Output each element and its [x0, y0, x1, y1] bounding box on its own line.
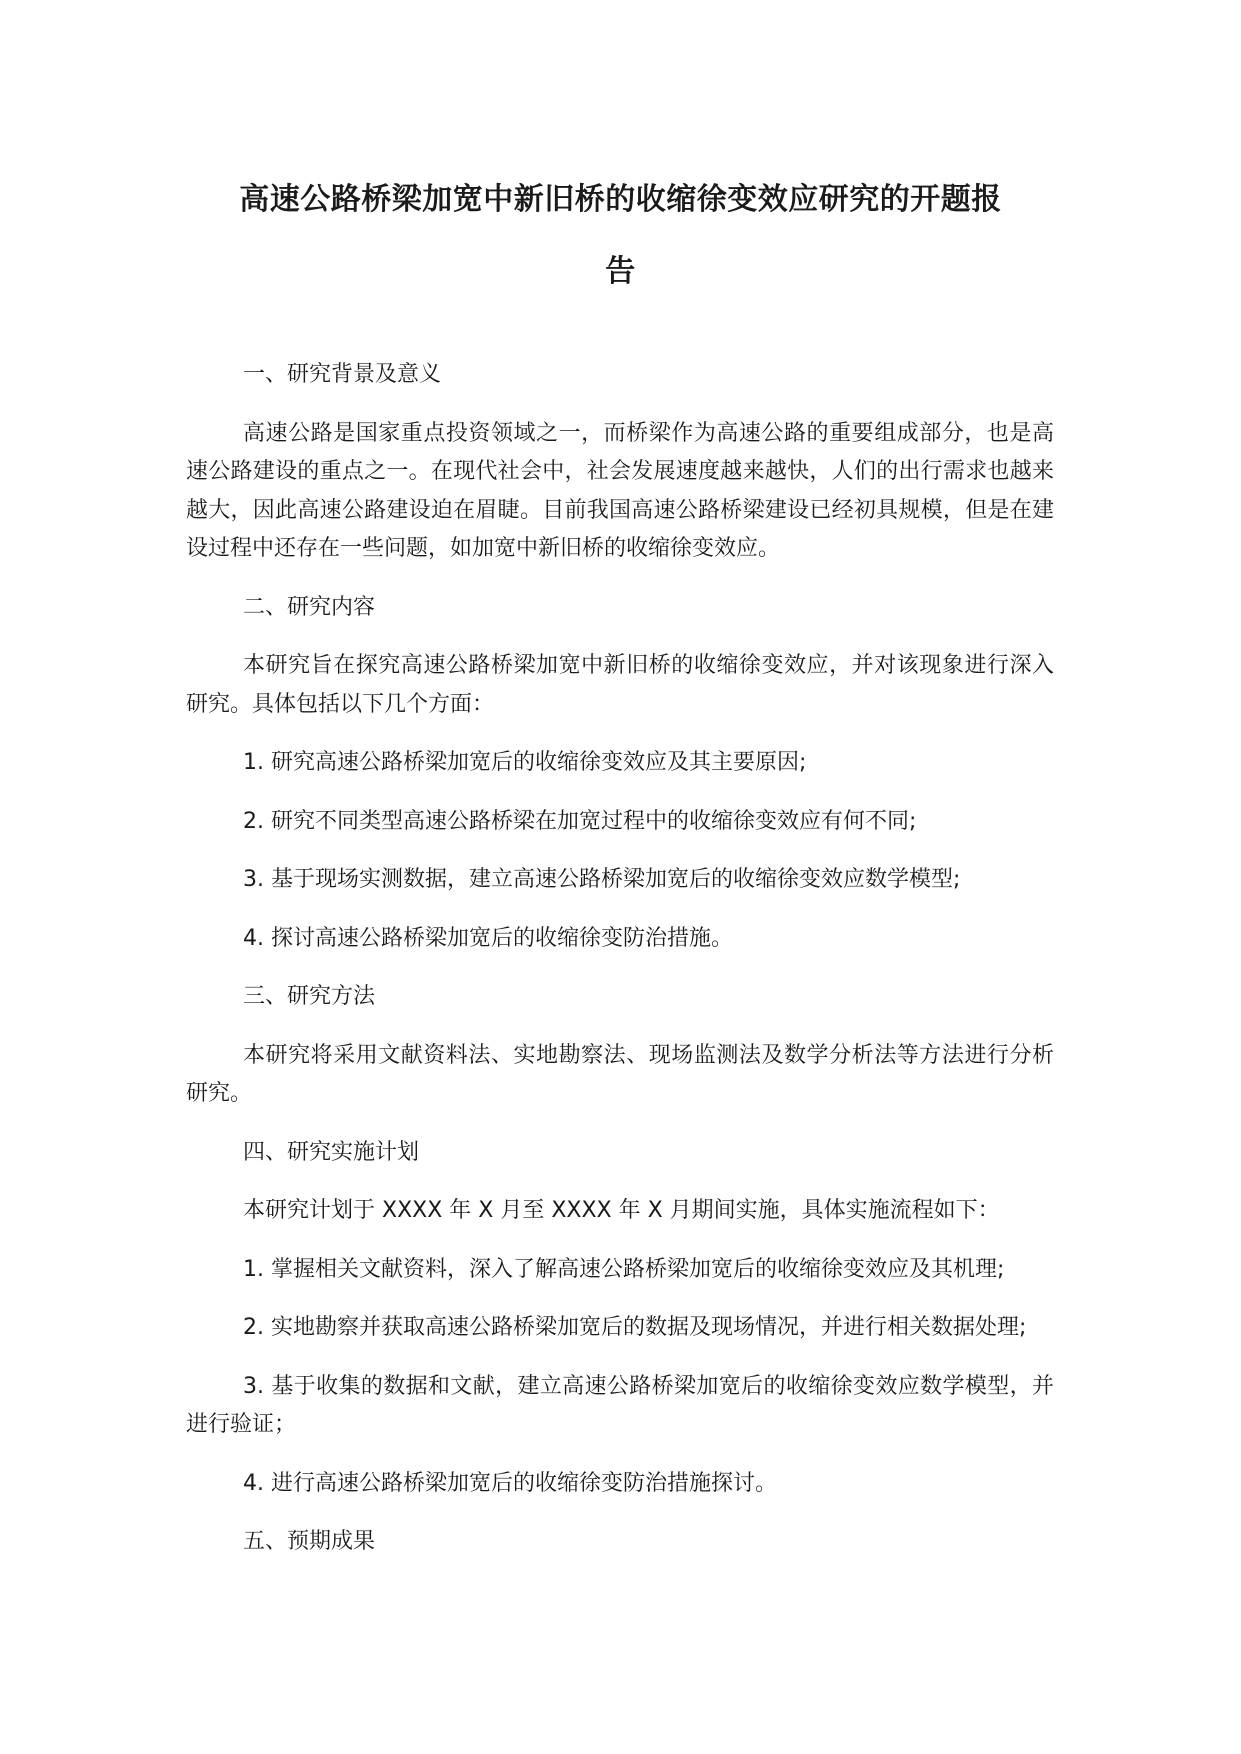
list-item: 3. 基于现场实测数据，建立高速公路桥梁加宽后的收缩徐变效应数学模型;: [243, 867, 961, 892]
list-item: 2. 研究不同类型高速公路桥梁在加宽过程中的收缩徐变效应有何不同;: [243, 808, 917, 834]
document-title-line-2: 告: [605, 254, 636, 289]
section-heading: 三、研究方法: [243, 984, 376, 1009]
document-body: [186, 356, 1054, 1582]
paragraph: 高速公路是国家重点投资领域之一，而桥梁作为高速公路的重要组成部分，也是高速公路建设的重点之一。在现代社会中，社会发展速度越来越快，人们的出行需求也越来越大，因此高速公路建设迫在眉睫。目前我国高速公路桥梁建设已经初具规模，但是在建设过程中还存在一些问题，如加宽中新旧桥的收缩徐变效应。: [186, 420, 1054, 561]
list-item: 1. 掌握相关文献资料，深入了解高速公路桥梁加宽后的收缩徐变效应及其机理;: [243, 1256, 1005, 1282]
list-item: 3. 基于收集的数据和文献，建立高速公路桥梁加宽后的收缩徐变效应数学模型，并进行验证；: [186, 1373, 1054, 1437]
list-item: 2. 实地勘察并获取高速公路桥梁加宽后的数据及现场情况，并进行相关数据处理;: [243, 1315, 1027, 1340]
paragraph: 本研究将采用文献资料法、实地勘察法、现场监测法及数学分析法等方法进行分析研究。: [186, 1042, 1054, 1106]
section-heading: 五、预期成果: [243, 1529, 376, 1554]
document-title-line-1: 高速公路桥梁加宽中新旧桥的收缩徐变效应研究的开题报: [239, 182, 1002, 217]
section-heading: 一、研究背景及意义: [243, 362, 442, 387]
list-item: 4. 进行高速公路桥梁加宽后的收缩徐变防治措施探讨。: [243, 1470, 777, 1496]
section-heading: 二、研究内容: [243, 594, 376, 620]
paragraph: 本研究计划于 XXXX 年 X 月至 XXXX 年 X 月期间实施，具体实施流程如下：: [243, 1198, 1000, 1223]
section-heading: 四、研究实施计划: [243, 1139, 420, 1165]
paragraph: 本研究旨在探究高速公路桥梁加宽中新旧桥的收缩徐变效应，并对该现象进行深入研究。具体包括以下几个方面：: [186, 653, 1054, 717]
list-item: 4. 探讨高速公路桥梁加宽后的收缩徐变防治措施。: [243, 925, 733, 951]
list-item: 1. 研究高速公路桥梁加宽后的收缩徐变效应及其主要原因;: [243, 750, 807, 775]
